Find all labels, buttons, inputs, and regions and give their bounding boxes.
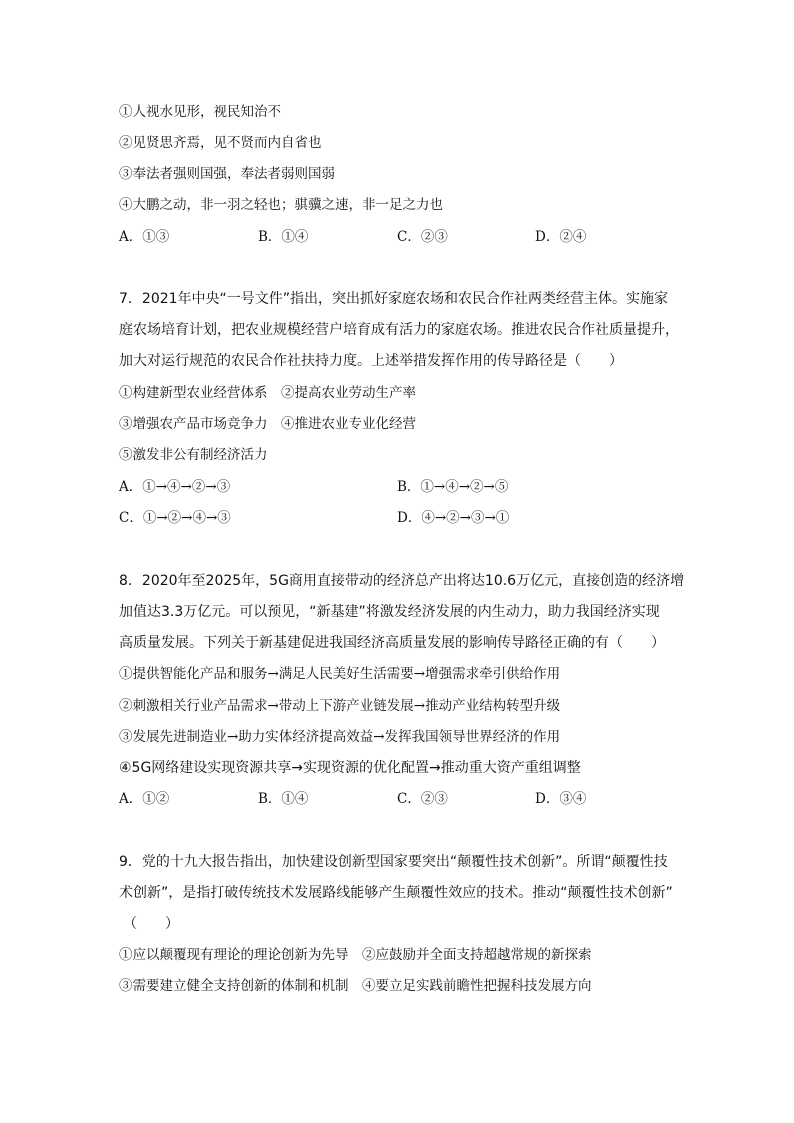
q8-item-1: ①提供智能化产品和服务→满足人民美好生活需要→增强需求牵引供给作用 (119, 666, 561, 682)
q7-item-1: ①构建新型农业经营体系 ②提高农业劳动生产率 (119, 385, 416, 401)
q6-item-1: ①人视水见形，视民知治不 (119, 104, 281, 120)
q8-item-3: ③发展先进制造业→助力实体经济提高效益→发挥我国领导世界经济的作用 (119, 729, 561, 745)
q6-item-4: ④大鹏之动，非一羽之轻也；骐骥之速，非一足之力也 (119, 197, 443, 213)
q6-item-2: ②见贤思齐焉，见不贤而内自省也 (119, 135, 322, 151)
q6-option-b: B．①④ (258, 229, 309, 245)
q8-option-c: C．②③ (397, 791, 448, 807)
q8-stem-line-1: 8．2020年至2025年，5G商用直接带动的经济总产出将达10.6万亿元，直接创造的经济增 (119, 573, 685, 589)
q9-item-2: ③需要建立健全支持创新的体制和机制 ④要立足实践前瞻性把握科技发展方向 (119, 978, 592, 994)
q7-item-3: ⑤激发非公有制经济活力 (119, 447, 268, 463)
q6-option-d: D．②④ (535, 229, 587, 245)
q6-item-3: ③奉法者强则国强，奉法者弱则国弱 (119, 166, 335, 182)
q8-stem-line-3: 高质量发展。下列关于新基建促进我国经济高质量发展的影响传导路径正确的有（ ） (119, 635, 665, 651)
q6-option-c: C．②③ (397, 229, 448, 245)
q9-stem-line-3: （ ） (123, 916, 179, 932)
q7-stem-line-3: 加大对运行规范的农民合作社扶持力度。上述举措发挥作用的传导路径是（ ） (119, 353, 623, 369)
q7-stem-line-1: 7．2021年中央“一号文件”指出，突出抓好家庭农场和农民合作社两类经营主体。实施家 (119, 291, 669, 307)
q7-option-a: A．①→④→②→③ (119, 479, 231, 495)
q9-stem-line-1: 9．党的十九大报告指出，加快建设创新型国家要突出“颠覆性技术创新”。所谓“颠覆性技 (119, 854, 668, 870)
q8-stem-line-2: 加值达3.3万亿元。可以预见，“新基建”将激发经济发展的内生动力，助力我国经济实现 (119, 604, 660, 620)
q7-option-c: C．①→②→④→③ (119, 510, 231, 526)
q6-option-a: A．①③ (119, 229, 170, 245)
q8-item-4: ④5G网络建设实现资源共享→实现资源的优化配置→推动重大资产重组调整 (119, 760, 581, 776)
q8-option-b: B．①④ (258, 791, 309, 807)
q9-item-1: ①应以颠覆现有理论的理论创新为先导 ②应鼓励并全面支持超越常规的新探索 (119, 947, 592, 963)
q8-item-2: ②刺激相关行业产品需求→带动上下游产业链发展→推动产业结构转型升级 (119, 698, 561, 714)
q7-stem-line-2: 庭农场培育计划，把农业规模经营户培育成有活力的家庭农场。推进农民合作社质量提升， (119, 322, 679, 338)
q9-stem-line-2: 术创新”，是指打破传统技术发展路线能够产生颠覆性效应的技术。推动“颠覆性技术创新” (119, 885, 673, 901)
q8-option-d: D．③④ (535, 791, 587, 807)
q7-option-b: B．①→④→②→⑤ (397, 479, 509, 495)
q7-item-2: ③增强农产品市场竞争力 ④推进农业专业化经营 (119, 416, 416, 432)
q7-option-d: D．④→②→③→① (397, 510, 510, 526)
q8-option-a: A．①② (119, 791, 170, 807)
